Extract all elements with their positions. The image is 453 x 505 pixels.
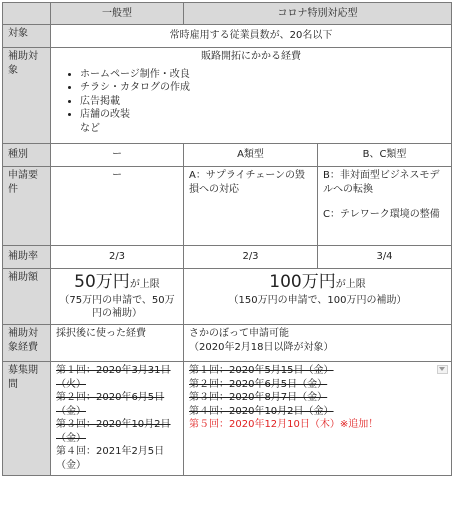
expenses-corona: [184, 325, 452, 362]
type-general: ー: [51, 144, 184, 167]
expenses-row: [3, 325, 452, 362]
list-item: • ホームページ制作・改良: [80, 68, 446, 82]
rate-general: 2/3: [51, 246, 184, 269]
subsidy-target-label: 補助対象: [3, 48, 51, 144]
expenses-corona-line1: さかのぼって申請可能: [189, 328, 289, 339]
period-general: [51, 362, 184, 476]
subsidy-target-etc: など: [80, 122, 100, 134]
period-corona-added: 第５回：2020年12月10日（木）※追加！: [189, 419, 379, 430]
list-item: • 広告掲載: [80, 95, 446, 109]
period-corona-4: 第４回：2020年10月2日（金）: [189, 405, 334, 417]
requirements-label: 申請要件: [3, 167, 51, 246]
amount-general-note: （75万円の申請で、50万円の補助）: [59, 294, 175, 320]
target-row: [3, 25, 452, 48]
type-row: [3, 144, 452, 167]
amount-general-value: 50万円: [74, 272, 130, 292]
period-corona: [184, 362, 452, 476]
period-general-4: 第４回：2021年2月5日（金）: [56, 446, 165, 471]
period-corona-2: 第２回：2020年6月5日（金）: [189, 378, 328, 390]
expenses-general: 採択後に使った経費: [51, 325, 184, 362]
cell-dropdown-arrow-icon[interactable]: [437, 365, 448, 374]
header-corona: コロナ特別対応型: [184, 3, 452, 25]
subsidy-target-heading: 販路開拓にかかる経費: [201, 51, 301, 62]
period-general-2: 第２回：2020年6月5日（金）: [56, 392, 165, 417]
rate-label: 補助率: [3, 246, 51, 269]
requirements-general: ー: [51, 167, 184, 246]
header-general: 一般型: [51, 3, 184, 25]
requirements-bc: [318, 167, 452, 246]
subsidy-target-list: [56, 68, 446, 122]
target-label: 対象: [3, 25, 51, 48]
subsidy-comparison-table: [2, 2, 452, 476]
requirements-row: [3, 167, 452, 246]
period-general-3: 第３回：2020年10月2日（金）: [56, 419, 171, 444]
type-label: 種別: [3, 144, 51, 167]
list-item: • 店舗の改装: [80, 108, 446, 122]
requirements-a: A：サプライチェーンの毀損への対応: [184, 167, 318, 246]
list-item: • チラシ・カタログの作成: [80, 81, 446, 95]
amount-corona-suffix: が上限: [335, 279, 366, 290]
amount-row: [3, 269, 452, 325]
amount-general-suffix: が上限: [129, 279, 160, 290]
subsidy-target-cell: [51, 48, 452, 144]
rate-row: [3, 246, 452, 269]
period-corona-3: 第３回：2020年8月7日（金）: [189, 392, 328, 403]
subsidy-target-row: [3, 48, 452, 144]
period-general-1: 第１回：2020年3月31日（火）: [56, 365, 171, 390]
target-value: 常時雇用する従業員数が、20名以下: [51, 25, 452, 48]
type-bc: B、C類型: [318, 144, 452, 167]
header-corner-cell: [3, 3, 51, 25]
amount-general: [51, 269, 184, 325]
expenses-label: 補助対象経費: [3, 325, 51, 362]
requirements-c: C：テレワーク環境の整備: [323, 209, 440, 220]
period-corona-1: 第１回：2020年5月15日（金）: [189, 365, 334, 376]
period-label: 募集期間: [3, 362, 51, 476]
period-row: [3, 362, 452, 476]
amount-label: 補助額: [3, 269, 51, 325]
expenses-corona-line2: （2020年2月18日以降が対象）: [189, 341, 334, 353]
amount-corona-note: （150万円の申請で、100万円の補助）: [228, 294, 407, 306]
header-row: [3, 3, 452, 25]
rate-a: 2/3: [184, 246, 318, 269]
type-a: A類型: [184, 144, 318, 167]
rate-bc: 3/4: [318, 246, 452, 269]
requirements-b: B：非対面型ビジネスモデルへの転換: [323, 170, 440, 195]
amount-corona-value: 100万円: [269, 272, 336, 292]
amount-corona: [184, 269, 452, 325]
